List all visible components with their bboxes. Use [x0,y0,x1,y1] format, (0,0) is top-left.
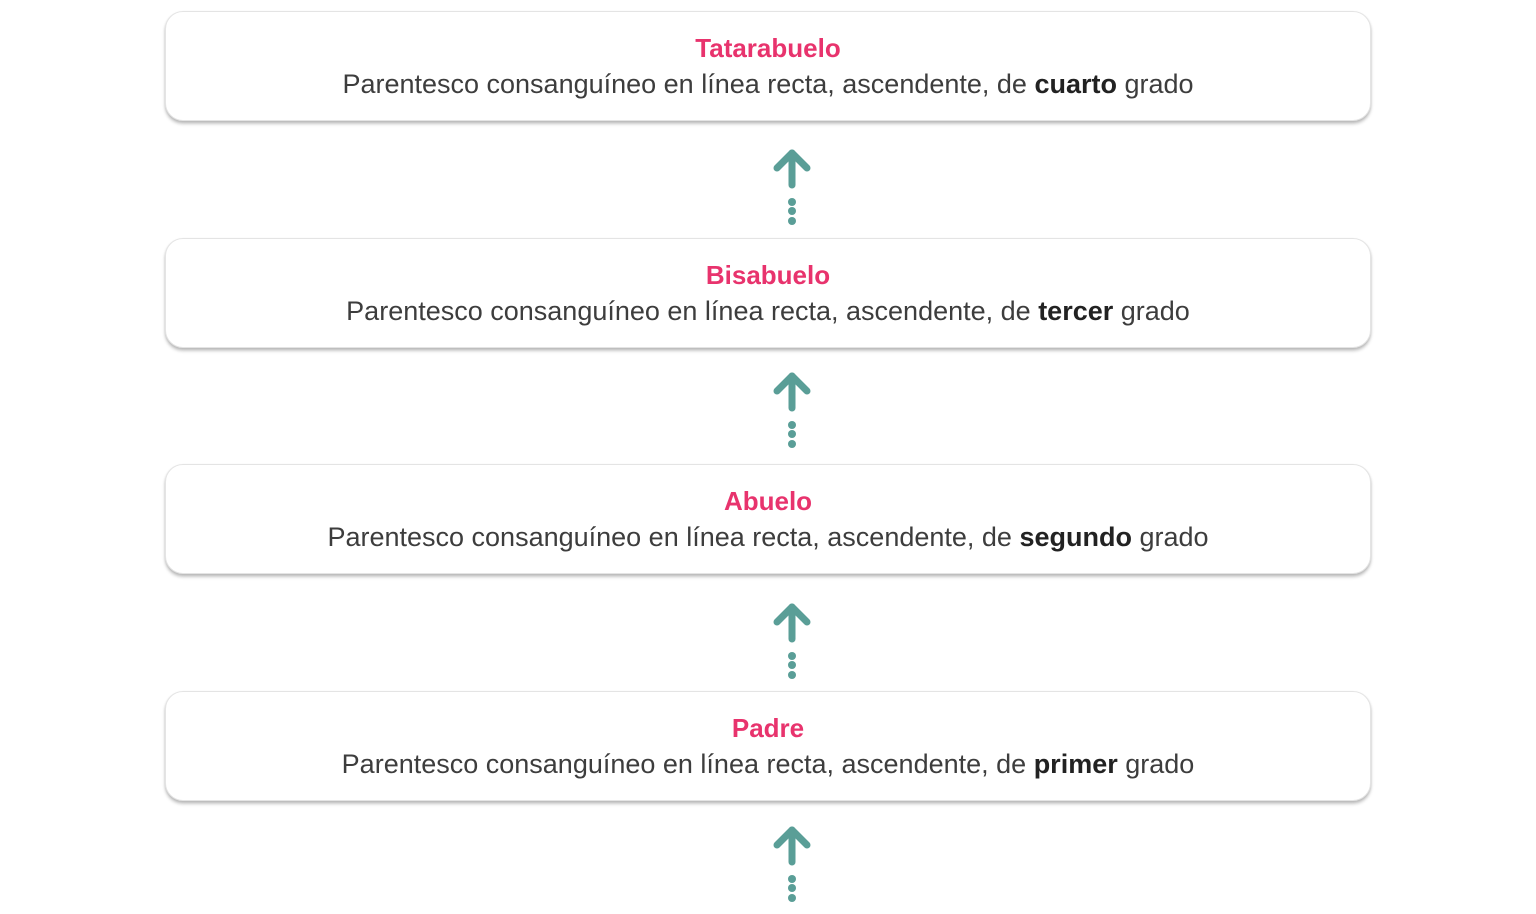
relation-desc-suffix: grado [1120,296,1190,326]
relation-title: Tatarabuelo [695,33,841,63]
relation-title: Padre [731,713,805,743]
relation-desc-prefix: Parentesco consanguíneo en línea recta, ascendente, de [327,522,1012,552]
up-arrow-icon [770,822,814,902]
relation-desc-suffix: grado [1124,69,1194,99]
relation-card-abuelo [165,464,1371,574]
relation-grade: segundo [1019,522,1132,552]
relation-description [166,520,1370,554]
relation-card-bisabuelo [165,238,1371,348]
relation-description [166,67,1370,101]
relation-desc-prefix: Parentesco consanguíneo en línea recta, ascendente, de [342,69,1027,99]
up-arrow-icon [770,599,814,679]
up-arrow-icon [770,145,814,225]
relation-grade: cuarto [1034,69,1117,99]
relation-grade: tercer [1038,296,1114,326]
relation-desc-prefix: Parentesco consanguíneo en línea recta, ascendente, de [341,749,1027,779]
relation-description [166,294,1370,328]
relation-desc-suffix: grado [1125,749,1195,779]
relation-card-tatarabuelo [165,11,1371,121]
relation-title: Abuelo [723,486,813,516]
relation-desc-prefix: Parentesco consanguíneo en línea recta, ascendente, de [346,296,1031,326]
relation-title: Bisabuelo [705,260,831,290]
relation-description [166,747,1370,781]
up-arrow-icon [770,368,814,448]
relation-grade: primer [1033,749,1118,779]
relation-desc-suffix: grado [1139,522,1209,552]
relation-card-padre [165,691,1371,801]
